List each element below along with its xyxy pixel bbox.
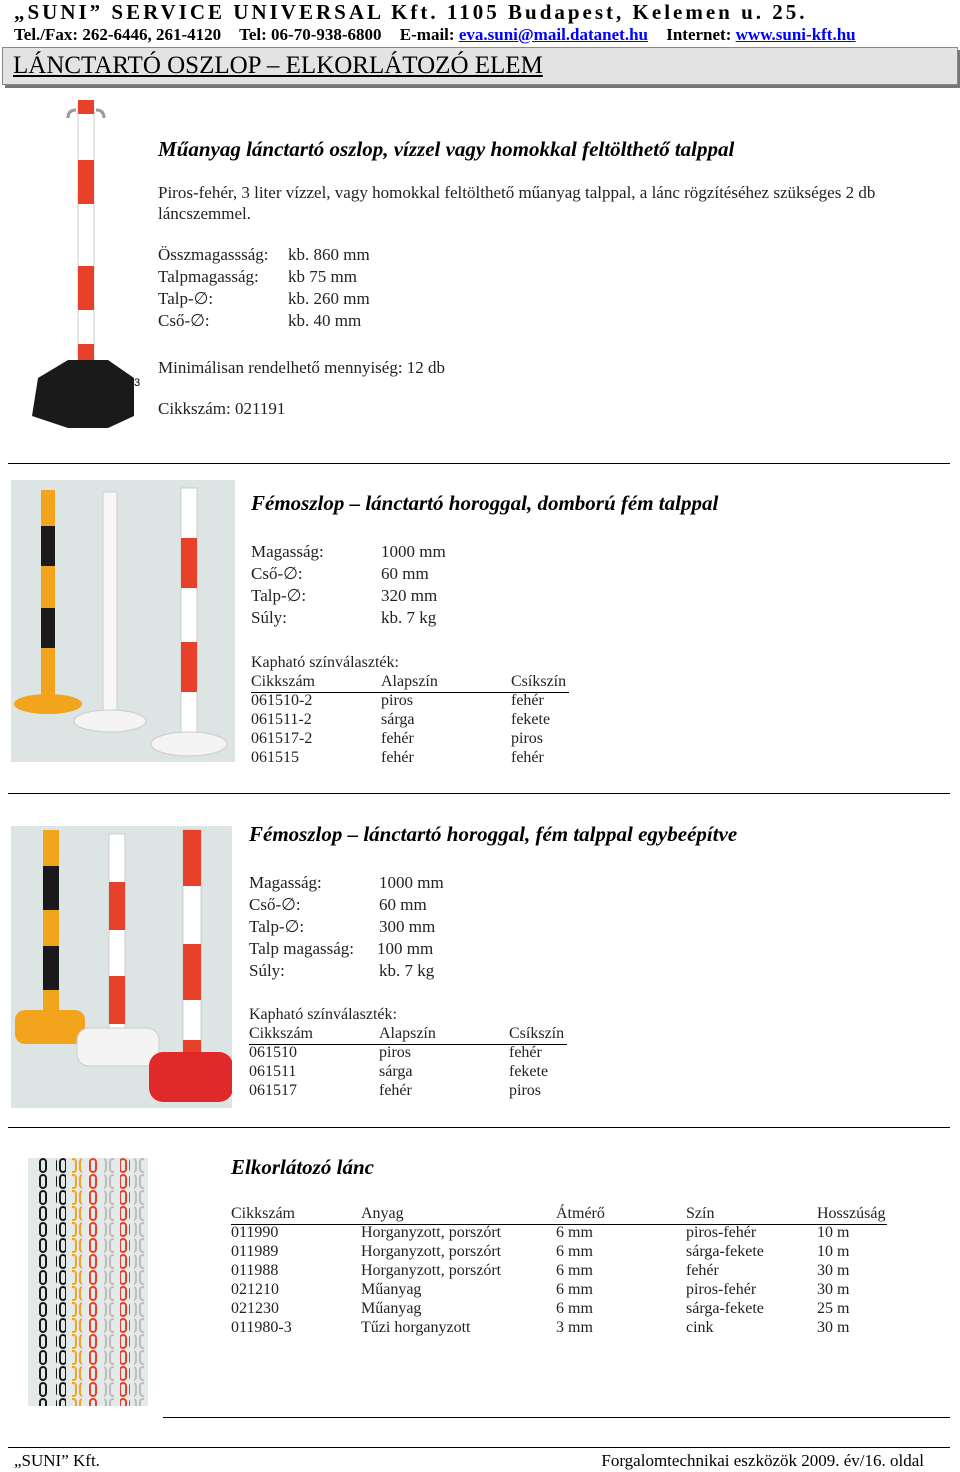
table-header-cell: Csíkszín [509, 1025, 565, 1042]
spec-value: 100 mm [377, 939, 434, 958]
email-group: E-mail: eva.suni@mail.datanet.hu [399, 25, 648, 44]
section2-color-table [251, 673, 571, 769]
spec-label: Magasság: [251, 542, 324, 561]
table-cell: 011988 [231, 1262, 279, 1279]
spec-value: 300 mm [379, 917, 436, 936]
table-cell: 6 mm [556, 1243, 593, 1260]
table-cell: 061511 [249, 1063, 297, 1080]
company-header: „SUNI” SERVICE UNIVERSAL Kft. 1105 Budapest, Kelemen u. 25. [14, 0, 808, 24]
section1-heading: Műanyag lánctartó oszlop, vízzel vagy homokkal feltölthető talppal [158, 137, 735, 161]
table-cell: fehér [686, 1262, 719, 1279]
divider [8, 1127, 950, 1128]
table-cell: fekete [511, 711, 551, 728]
chain-image [28, 1158, 148, 1406]
spec-label: Talp magasság: [249, 939, 355, 958]
table-cell: 30 m [817, 1281, 850, 1298]
footer-left: „SUNI” Kft. [14, 1451, 100, 1470]
table-header-cell: Alapszín [381, 673, 438, 690]
table-cell: piros-fehér [686, 1224, 757, 1241]
table-cell: 10 m [817, 1243, 850, 1260]
table-cell: 061510-2 [251, 692, 313, 709]
table-header-cell: Hosszúság [817, 1205, 886, 1222]
internet-group: Internet: www.suni-kft.hu [666, 25, 856, 44]
table-header-cell: Csíkszín [511, 673, 567, 690]
table-cell: 011990 [231, 1224, 279, 1241]
divider [163, 1417, 950, 1418]
spec-label: Talp-∅: [251, 586, 307, 605]
table-cell: 011989 [231, 1243, 279, 1260]
table-cell: 6 mm [556, 1281, 593, 1298]
section3-color-title: Kapható színválaszték: [249, 1006, 397, 1023]
spec-label: Cső-∅: [249, 895, 301, 914]
table-cell: 021210 [231, 1281, 279, 1298]
spec-value: 60 mm [379, 895, 427, 914]
section2-heading: Fémoszlop – lánctartó horoggal, domború fém talppal [251, 491, 719, 515]
table-header-row [231, 1205, 887, 1225]
table-cell: Műanyag [361, 1300, 422, 1317]
spec-value: kb. 40 mm [288, 311, 362, 330]
table-cell: piros [509, 1082, 541, 1099]
table-cell: 10 m [817, 1224, 850, 1241]
footer-divider [8, 1447, 950, 1448]
spec-value: kb 75 mm [288, 267, 357, 286]
page-title: LÁNCTARTÓ OSZLOP – ELKORLÁTOZÓ ELEM [13, 52, 543, 79]
table-cell: 061511-2 [251, 711, 312, 728]
tel: Tel: 06-70-938-6800 [239, 25, 382, 44]
table-cell: piros [379, 1044, 411, 1061]
table-cell: fekete [509, 1063, 549, 1080]
table-cell: fehér [509, 1044, 542, 1061]
section3-heading: Fémoszlop – lánctartó horoggal, fém talppal egybeépítve [249, 822, 738, 846]
table-cell: 061517 [249, 1082, 297, 1099]
spec-label: Talpmagasság: [158, 267, 259, 286]
spec-label: Talp-∅: [158, 289, 214, 308]
section3-specs [249, 872, 569, 984]
table-cell: 6 mm [556, 1224, 593, 1241]
table-header-cell: Cikkszám [251, 673, 315, 690]
table-cell: Horganyzott, porszórt [361, 1224, 502, 1241]
plastic-post-image [28, 98, 146, 433]
table-header-cell: Átmérő [556, 1205, 605, 1222]
table-cell: 061515 [251, 749, 299, 766]
table-cell: Műanyag [361, 1281, 422, 1298]
table-cell: sárga-fekete [686, 1243, 764, 1260]
table-cell: fehér [381, 749, 414, 766]
spec-label: Cső-∅: [251, 564, 303, 583]
min-order: Minimálisan rendelhető mennyiség: 12 db [158, 358, 446, 377]
section1-specs [158, 244, 458, 336]
table-cell: cink [686, 1319, 714, 1336]
spec-label: Súly: [251, 608, 287, 627]
spec-value: kb. 7 kg [379, 961, 435, 980]
table-cell: sárga [381, 711, 415, 728]
table-cell: piros-fehér [686, 1281, 757, 1298]
item-number: Cikkszám: 021191 [158, 399, 286, 418]
table-header-cell: Szín [686, 1205, 715, 1222]
section3-color-table [249, 1025, 569, 1103]
spec-value: kb. 260 mm [288, 289, 370, 308]
email-link[interactable]: eva.suni@mail.datanet.hu [458, 25, 648, 44]
footer-right: Forgalomtechnikai eszközök 2009. év/16. oldal [601, 1451, 924, 1470]
table-cell: 011980-3 [231, 1319, 292, 1336]
table-cell: 25 m [817, 1300, 850, 1317]
table-cell: 6 mm [556, 1300, 593, 1317]
table-header-cell: Anyag [361, 1205, 404, 1222]
table-header-cell: Cikkszám [249, 1025, 313, 1042]
section4-heading: Elkorlátozó lánc [231, 1155, 374, 1179]
table-cell: sárga [379, 1063, 413, 1080]
table-cell: fehér [381, 730, 414, 747]
divider [8, 463, 950, 464]
spec-label: Súly: [249, 961, 285, 980]
table-cell: 30 m [817, 1319, 850, 1336]
table-header-cell: Cikkszám [231, 1205, 295, 1222]
spec-value: 60 mm [381, 564, 429, 583]
metal-posts-domed-image [11, 480, 235, 762]
website-link[interactable]: www.suni-kft.hu [735, 25, 856, 44]
table-cell: 30 m [817, 1262, 850, 1279]
spec-value: 1000 mm [379, 873, 444, 892]
spec-value: 320 mm [381, 586, 438, 605]
table-cell: sárga-fekete [686, 1300, 764, 1317]
table-cell: Horganyzott, porszórt [361, 1243, 502, 1260]
table-cell: 6 mm [556, 1262, 593, 1279]
telfax: Tel./Fax: 262-6446, 261-4120 [14, 25, 222, 44]
table-cell: Horganyzott, porszórt [361, 1262, 502, 1279]
table-cell: fehér [379, 1082, 412, 1099]
spec-label: Cső-∅: [158, 311, 210, 330]
table-cell: Tűzi horganyzott [361, 1319, 471, 1336]
table-cell: piros [381, 692, 413, 709]
table-header-row [251, 673, 569, 693]
table-cell: 061510 [249, 1044, 297, 1061]
spec-value: 1000 mm [381, 542, 446, 561]
page-title-box [2, 47, 958, 85]
table-cell: 061517-2 [251, 730, 313, 747]
table-cell: 021230 [231, 1300, 279, 1317]
spec-value: kb. 860 mm [288, 245, 370, 264]
table-cell: piros [511, 730, 543, 747]
spec-label: Talp-∅: [249, 917, 305, 936]
section2-specs [251, 541, 551, 633]
section2-color-title: Kapható színválaszték: [251, 654, 399, 671]
chain-table [231, 1205, 891, 1341]
spec-label: Összmagassság: [158, 245, 269, 264]
table-header-row [249, 1025, 567, 1045]
divider [8, 793, 950, 794]
image-label: 3 [134, 377, 141, 389]
table-header-cell: Alapszín [379, 1025, 436, 1042]
contact-line [14, 25, 870, 45]
spec-value: kb. 7 kg [381, 608, 437, 627]
section1-description: Piros-fehér, 3 liter vízzel, vagy homokkal feltölthető műanyag talppal, a lánc rögzítéséhez szükséges 2 db láncszemmel. [158, 183, 876, 223]
metal-posts-integrated-image [11, 826, 232, 1108]
table-cell: 3 mm [556, 1319, 593, 1336]
table-cell: fehér [511, 749, 544, 766]
table-cell: fehér [511, 692, 544, 709]
spec-label: Magasság: [249, 873, 322, 892]
